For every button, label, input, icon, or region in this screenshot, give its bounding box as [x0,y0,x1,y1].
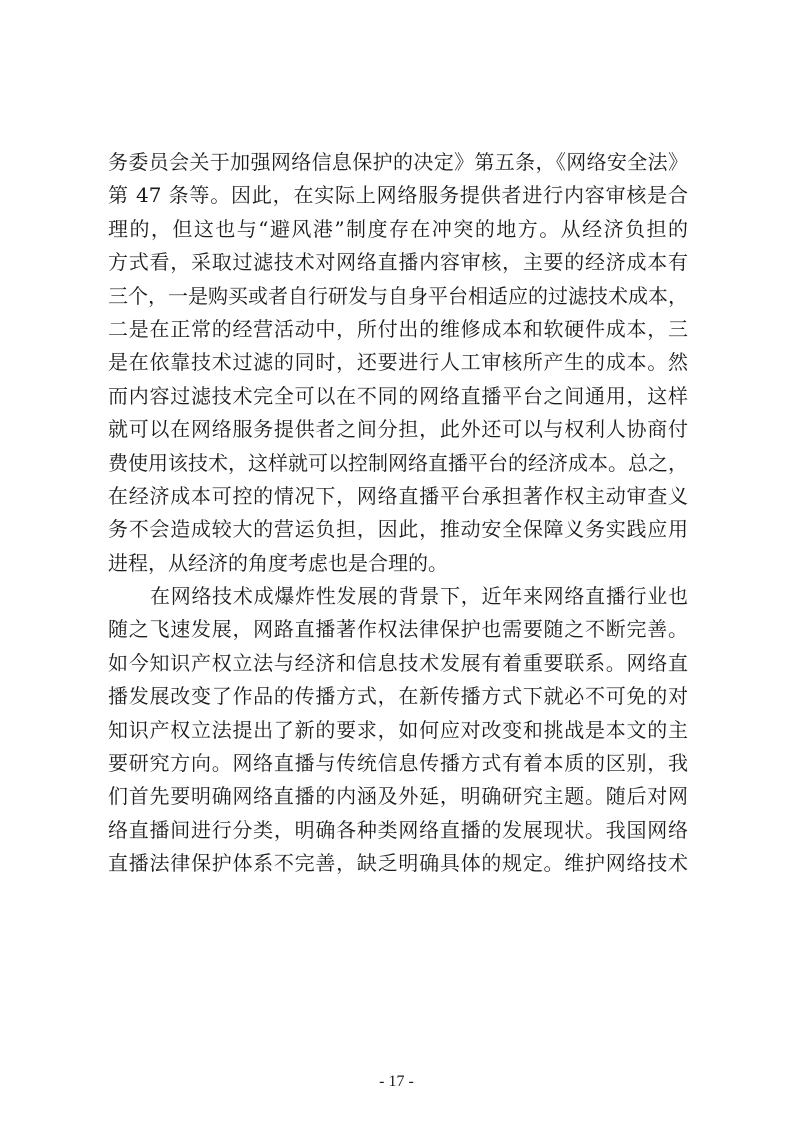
text-line: 络直播间进行分类，明确各种类网络直播的发展现状。我国网络 [108,817,688,842]
page-number: - 17 - [379,1073,414,1090]
text-line: 是在依靠技术过滤的同时，还要进行人工审核所产生的成本。然 [108,350,688,375]
text-line: 费使用该技术，这样就可以控制网络直播平台的经济成本。总之， [108,450,688,475]
text-line: 务委员会关于加强网络信息保护的决定》第五条，《网络安全法》 [108,150,688,174]
text-line: 理的，但这也与“避风港”制度存在冲突的地方。从经济负担的 [108,216,688,241]
text-line: 直播法律保护体系不完善，缺乏明确具体的规定。维护网络技术 [108,851,688,876]
text-line: 在网络技术成爆炸性发展的背景下，近年来网络直播行业也 [150,584,688,609]
text-line: 随之飞速发展，网路直播著作权法律保护也需要随之不断完善。 [108,617,688,642]
text-line: 方式看，采取过滤技术对网络直播内容审核，主要的经济成本有 [108,250,688,275]
text-line: 三个，一是购买或者自行研发与自身平台相适应的过滤技术成本， [108,283,688,308]
text-line: 播发展改变了作品的传播方式，在新传播方式下就必不可免的对 [108,684,688,709]
body-text [108,146,688,881]
text-line: 进程，从经济的角度考虑也是合理的。 [108,550,448,575]
text-line: 们首先要明确网络直播的内涵及外延，明确研究主题。随后对网 [108,784,688,809]
text-line: 务不会造成较大的营运负担，因此，推动安全保障义务实践应用 [108,517,688,542]
text-line: 二是在正常的经营活动中，所付出的维修成本和软硬件成本，三 [108,316,688,341]
text-line: 知识产权立法提出了新的要求，如何应对改变和挑战是本文的主 [108,717,688,742]
text-line: 在经济成本可控的情况下，网络直播平台承担著作权主动审查义 [108,483,688,508]
text-line: 而内容过滤技术完全可以在不同的网络直播平台之间通用，这样 [108,383,688,408]
text-line: 要研究方向。网络直播与传统信息传播方式有着本质的区别，我 [108,751,688,776]
text-line: 如今知识产权立法与经济和信息技术发展有着重要联系。网络直 [108,650,688,675]
text-line: 就可以在网络服务提供者之间分担，此外还可以与权利人协商付 [108,417,688,442]
text-line: 第 47 条等。因此，在实际上网络服务提供者进行内容审核是合 [108,183,688,208]
paragraph-2 [108,580,688,881]
paragraph-1 [108,146,688,580]
